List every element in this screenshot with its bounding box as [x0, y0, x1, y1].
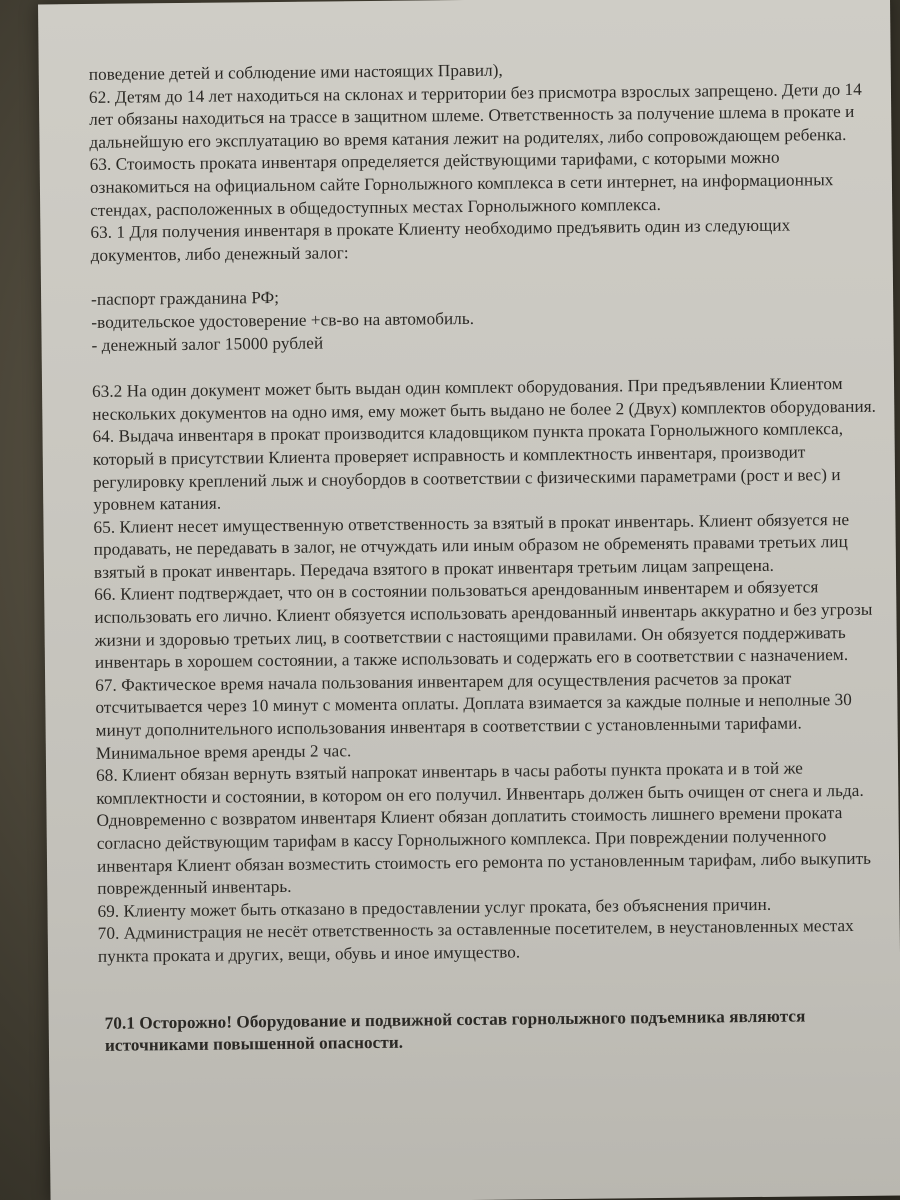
document-list-item: -паспорт гражданина РФ; — [91, 288, 280, 310]
paragraph-62: 62. Детям до 14 лет находиться на склонах и территории без присмотра взрослых запрещено. Дети до 14 лет обязаны находиться на трассе в защитном шлеме. Ответственность за получение шлема в прокате и дальнейшую его эксплуатацию во время катания лежит на родителях, либо сопровождающем ребенка. — [88, 79, 862, 152]
paragraph-65: 65. Клиент несет имущественную ответственность за взятый в прокат инвентарь. Клиент обязуется не продавать, не передавать в залог, не отчуждать или иным образом не обременять правами третьих лиц взятый в прокат инвентарь. Передача взятого в прокат инвентаря третьим лицам запрещена. — [93, 509, 850, 582]
document-list-item: - денежный залог 15000 рублей — [91, 333, 324, 355]
paragraph-70: 70. Администрация не несёт ответственность за оставленные посетителем, в неустановленных местах пункта проката и других, вещи, обувь и иное имущество. — [97, 916, 854, 966]
paragraph-67: 67. Фактическое время начала пользования инвентарем для осуществления расчетов за прокат отсчитывается через 10 минут с момента оплаты. Доплата взимается за каждые полные и неполные 30 минут дополнительного использования инвентаря в соответствии с установленными тарифами. Минимальное время аренды 2 час. — [95, 668, 853, 763]
paragraph-66: 66. Клиент подтверждает, что он в состоянии пользоваться арендованным инвентарем и обязуется использовать его лично. Клиент обязуется использовать арендованный инвентарь аккуратно и без угрозы жизни и здоровью третьих лиц, в соответствии с настоящими правилами. Он обязуется поддерживать инвентарь в хорошем состоянии, а также использовать и содержать его в соответствии с назначением. — [94, 577, 873, 673]
paragraph-64: 64. Выдача инвентаря в прокат производится кладовщиком пункта проката Горнолыжного комплекса, который в присутствии Клиента проверяет исправность и комплектность инвентаря, производит регулировку креплений лыж и сноубордов в соответствии с физическими параметрами (рост и вес) и уровнем катания. — [92, 419, 844, 515]
paper-sheet — [38, 0, 900, 1200]
paragraph-continuation: поведение детей и соблюдение ими настоящих Правил), — [88, 60, 503, 84]
paragraph-63-2: 63.2 На один документ может быть выдан один комплект оборудования. При предъявлении Клиентом нескольких документов на одно имя, ему может быть выдано не более 2 (Двух) комплектов оборудования. — [91, 374, 877, 424]
document-list-item: -водительское удостоверение +св-во на автомобиль. — [91, 308, 475, 332]
paragraph-63: 63. Стоимость проката инвентаря определяется действующими тарифами, с которыми можно ознакомиться на официальном сайте Горнолыжного комплекса в сети интернет, на информационных стендах, расположенных в общедоступных местах Горнолыжного комплекса. — [89, 148, 834, 220]
paragraph-63-1: 63. 1 Для получения инвентаря в прокате Клиенту необходимо предъявить один из следующих документов, либо денежный залог: — [90, 215, 791, 265]
paragraph-68: 68. Клиент обязан вернуть взятый напрокат инвентарь в часы работы пункта проката и в той же комплектности и состоянии, в котором он его получил. Инвентарь должен быть очищен от снега и льда. Одновременно с возвратом инвентаря Клиент обязан доплатить стоимость лишнего времени проката согласно действующим тарифам в кассу Горнолыжного комплекса. При повреждении полученного инвентаря Клиент обязан возместить стоимость его ремонта по установленным тарифам, либо выкупить поврежденный инвентарь. — [96, 758, 872, 899]
document-text — [89, 56, 889, 1058]
paragraph-69: 69. Клиенту может быть отказано в предоставлении услуг проката, без объяснения причин. — [97, 894, 772, 921]
warning-paragraph-70-1: 70.1 Осторожно! Оборудование и подвижной состав горнолыжного подъемника являются источниками повышенной опасности. — [104, 1006, 806, 1055]
